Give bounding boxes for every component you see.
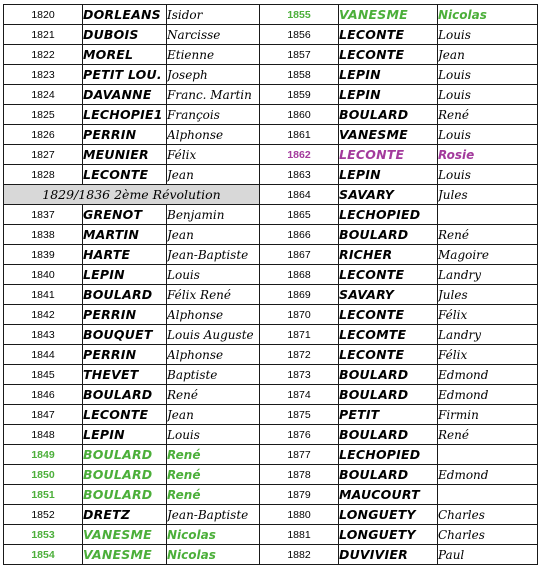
right-year-cell: 1882	[260, 545, 339, 565]
left-year-cell: 1841	[4, 285, 83, 305]
left-firstname-cell: François	[167, 105, 260, 125]
left-surname-cell: MARTIN	[83, 225, 167, 245]
left-firstname-cell: Alphonse	[167, 125, 260, 145]
left-surname-cell: BOULARD	[83, 465, 167, 485]
left-firstname-cell: Nicolas	[167, 545, 260, 565]
table-row	[4, 285, 538, 305]
left-surname-cell: VANESME	[83, 545, 167, 565]
table-row	[4, 245, 538, 265]
table-row	[4, 385, 538, 405]
left-surname-cell: BOULARD	[83, 445, 167, 465]
left-year-cell: 1844	[4, 345, 83, 365]
table-row	[4, 545, 538, 565]
right-surname-cell: LECOMTE	[339, 325, 438, 345]
left-year-cell: 1853	[4, 525, 83, 545]
right-year-cell: 1876	[260, 425, 339, 445]
right-firstname-cell: Louis	[438, 165, 538, 185]
left-year-cell: 1820	[4, 5, 83, 25]
left-firstname-cell: Benjamin	[167, 205, 260, 225]
left-surname-cell: MEUNIER	[83, 145, 167, 165]
right-firstname-cell: Edmond	[438, 465, 538, 485]
left-surname-cell: VANESME	[83, 525, 167, 545]
table-row	[4, 405, 538, 425]
left-year-cell: 1824	[4, 85, 83, 105]
left-firstname-cell: Joseph	[167, 65, 260, 85]
right-year-cell: 1861	[260, 125, 339, 145]
right-year-cell: 1860	[260, 105, 339, 125]
left-surname-cell: DORLEANS	[83, 5, 167, 25]
left-year-cell: 1851	[4, 485, 83, 505]
right-firstname-cell: Louis	[438, 65, 538, 85]
right-surname-cell: VANESME	[339, 5, 438, 25]
right-surname-cell: LECONTE	[339, 265, 438, 285]
table-row	[4, 105, 538, 125]
table-row	[4, 485, 538, 505]
left-surname-cell: PERRIN	[83, 345, 167, 365]
left-firstname-cell: Jean-Baptiste	[167, 245, 260, 265]
table-row	[4, 345, 538, 365]
left-firstname-cell: Jean-Baptiste	[167, 505, 260, 525]
right-year-cell: 1868	[260, 265, 339, 285]
left-surname-cell: PERRIN	[83, 305, 167, 325]
left-firstname-cell: Félix	[167, 145, 260, 165]
left-year-cell: 1845	[4, 365, 83, 385]
right-firstname-cell: Rosie	[438, 145, 538, 165]
left-firstname-cell: Jean	[167, 165, 260, 185]
table-row	[4, 85, 538, 105]
left-surname-cell: BOUQUET	[83, 325, 167, 345]
right-surname-cell: LONGUETY	[339, 505, 438, 525]
right-firstname-cell	[438, 485, 538, 505]
left-year-cell: 1839	[4, 245, 83, 265]
left-surname-cell: PERRIN	[83, 125, 167, 145]
left-surname-cell: GRENOT	[83, 205, 167, 225]
right-surname-cell: LECONTE	[339, 45, 438, 65]
table-row	[4, 65, 538, 85]
right-year-cell: 1871	[260, 325, 339, 345]
right-firstname-cell	[438, 205, 538, 225]
right-surname-cell: LEPIN	[339, 85, 438, 105]
left-surname-cell: BOULARD	[83, 285, 167, 305]
left-year-cell: 1852	[4, 505, 83, 525]
left-firstname-cell: René	[167, 465, 260, 485]
right-firstname-cell: Landry	[438, 265, 538, 285]
right-firstname-cell: Paul	[438, 545, 538, 565]
right-surname-cell: VANESME	[339, 125, 438, 145]
table-row	[4, 25, 538, 45]
right-firstname-cell: Jean	[438, 45, 538, 65]
table-row	[4, 225, 538, 245]
left-firstname-cell: Franc. Martin	[167, 85, 260, 105]
right-year-cell: 1879	[260, 485, 339, 505]
table-row	[4, 205, 538, 225]
right-firstname-cell: René	[438, 425, 538, 445]
left-surname-cell: HARTE	[83, 245, 167, 265]
left-year-cell: 1828	[4, 165, 83, 185]
right-year-cell: 1855	[260, 5, 339, 25]
right-firstname-cell: René	[438, 105, 538, 125]
left-firstname-cell: Louis	[167, 425, 260, 445]
left-surname-cell: LEPIN	[83, 265, 167, 285]
right-surname-cell: SAVARY	[339, 285, 438, 305]
right-firstname-cell: Louis	[438, 85, 538, 105]
table-row	[4, 325, 538, 345]
right-surname-cell: PETIT	[339, 405, 438, 425]
right-surname-cell: BOULARD	[339, 425, 438, 445]
right-surname-cell: BOULARD	[339, 105, 438, 125]
table-row	[4, 125, 538, 145]
right-year-cell: 1875	[260, 405, 339, 425]
left-firstname-cell: Jean	[167, 225, 260, 245]
left-firstname-cell: Louis	[167, 265, 260, 285]
left-surname-cell: DRETZ	[83, 505, 167, 525]
left-firstname-cell: René	[167, 445, 260, 465]
right-surname-cell: RICHER	[339, 245, 438, 265]
table-row	[4, 465, 538, 485]
table-row	[4, 45, 538, 65]
left-firstname-cell: Jean	[167, 405, 260, 425]
left-firstname-cell: Baptiste	[167, 365, 260, 385]
left-year-cell: 1849	[4, 445, 83, 465]
table-row	[4, 185, 538, 205]
right-year-cell: 1866	[260, 225, 339, 245]
right-surname-cell: LECONTE	[339, 145, 438, 165]
left-surname-cell: PETIT LOU.	[83, 65, 167, 85]
right-surname-cell: LEPIN	[339, 165, 438, 185]
right-year-cell: 1867	[260, 245, 339, 265]
table-row	[4, 425, 538, 445]
left-surname-cell: BOULARD	[83, 485, 167, 505]
left-surname-cell: LECONTE	[83, 165, 167, 185]
table-row	[4, 445, 538, 465]
left-year-cell: 1843	[4, 325, 83, 345]
right-firstname-cell: René	[438, 225, 538, 245]
right-year-cell: 1874	[260, 385, 339, 405]
left-firstname-cell: Félix René	[167, 285, 260, 305]
table-row	[4, 5, 538, 25]
left-year-cell: 1823	[4, 65, 83, 85]
left-year-cell: 1847	[4, 405, 83, 425]
right-year-cell: 1872	[260, 345, 339, 365]
left-year-cell: 1826	[4, 125, 83, 145]
right-surname-cell: LECONTE	[339, 25, 438, 45]
right-firstname-cell: Nicolas	[438, 5, 538, 25]
right-year-cell: 1859	[260, 85, 339, 105]
table-row	[4, 145, 538, 165]
right-surname-cell: MAUCOURT	[339, 485, 438, 505]
left-surname-cell: LECHOPIE1	[83, 105, 167, 125]
right-year-cell: 1881	[260, 525, 339, 545]
right-firstname-cell: Edmond	[438, 385, 538, 405]
left-firstname-cell: Louis Auguste	[167, 325, 260, 345]
table-row	[4, 265, 538, 285]
right-firstname-cell: Louis	[438, 125, 538, 145]
left-surname-cell: DAVANNE	[83, 85, 167, 105]
left-year-cell: 1838	[4, 225, 83, 245]
right-firstname-cell: Félix	[438, 305, 538, 325]
left-surname-cell: THEVET	[83, 365, 167, 385]
right-firstname-cell: Magoire	[438, 245, 538, 265]
right-firstname-cell: Félix	[438, 345, 538, 365]
left-year-cell: 1825	[4, 105, 83, 125]
right-surname-cell: LECHOPIED	[339, 445, 438, 465]
left-firstname-cell: Nicolas	[167, 525, 260, 545]
right-surname-cell: SAVARY	[339, 185, 438, 205]
left-firstname-cell: Etienne	[167, 45, 260, 65]
left-year-cell: 1854	[4, 545, 83, 565]
right-year-cell: 1878	[260, 465, 339, 485]
right-firstname-cell: Firmin	[438, 405, 538, 425]
table-row	[4, 305, 538, 325]
right-surname-cell: DUVIVIER	[339, 545, 438, 565]
left-firstname-cell: Alphonse	[167, 345, 260, 365]
right-firstname-cell	[438, 445, 538, 465]
table-row	[4, 165, 538, 185]
right-surname-cell: BOULARD	[339, 365, 438, 385]
left-firstname-cell: Alphonse	[167, 305, 260, 325]
right-year-cell: 1880	[260, 505, 339, 525]
left-year-cell: 1827	[4, 145, 83, 165]
right-year-cell: 1857	[260, 45, 339, 65]
right-surname-cell: BOULARD	[339, 225, 438, 245]
right-year-cell: 1877	[260, 445, 339, 465]
right-year-cell: 1870	[260, 305, 339, 325]
table-row	[4, 505, 538, 525]
left-surname-cell: LEPIN	[83, 425, 167, 445]
right-year-cell: 1856	[260, 25, 339, 45]
right-surname-cell: LECHOPIED	[339, 205, 438, 225]
right-year-cell: 1873	[260, 365, 339, 385]
left-surname-cell: LECONTE	[83, 405, 167, 425]
left-year-cell: 1846	[4, 385, 83, 405]
right-surname-cell: BOULARD	[339, 465, 438, 485]
right-firstname-cell: Landry	[438, 325, 538, 345]
left-year-cell: 1840	[4, 265, 83, 285]
left-year-cell: 1821	[4, 25, 83, 45]
right-year-cell: 1864	[260, 185, 339, 205]
left-year-cell: 1822	[4, 45, 83, 65]
right-surname-cell: BOULARD	[339, 385, 438, 405]
table-body	[4, 5, 538, 565]
right-surname-cell: LECONTE	[339, 305, 438, 325]
left-year-cell: 1842	[4, 305, 83, 325]
table-row	[4, 525, 538, 545]
right-year-cell: 1862	[260, 145, 339, 165]
right-firstname-cell: Edmond	[438, 365, 538, 385]
right-year-cell: 1858	[260, 65, 339, 85]
right-firstname-cell: Jules	[438, 185, 538, 205]
right-year-cell: 1863	[260, 165, 339, 185]
right-firstname-cell: Jules	[438, 285, 538, 305]
right-surname-cell: LEPIN	[339, 65, 438, 85]
left-firstname-cell: René	[167, 485, 260, 505]
left-surname-cell: MOREL	[83, 45, 167, 65]
left-surname-cell: BOULARD	[83, 385, 167, 405]
right-firstname-cell: Louis	[438, 25, 538, 45]
right-firstname-cell: Charles	[438, 525, 538, 545]
left-surname-cell: DUBOIS	[83, 25, 167, 45]
period-gap-label: 1829/1836 2ème Révolution	[4, 185, 260, 205]
right-firstname-cell: Charles	[438, 505, 538, 525]
right-surname-cell: LONGUETY	[339, 525, 438, 545]
mayors-table	[3, 4, 538, 565]
right-year-cell: 1865	[260, 205, 339, 225]
left-year-cell: 1837	[4, 205, 83, 225]
left-year-cell: 1850	[4, 465, 83, 485]
left-firstname-cell: Isidor	[167, 5, 260, 25]
right-surname-cell: LECONTE	[339, 345, 438, 365]
left-firstname-cell: René	[167, 385, 260, 405]
left-year-cell: 1848	[4, 425, 83, 445]
right-year-cell: 1869	[260, 285, 339, 305]
left-firstname-cell: Narcisse	[167, 25, 260, 45]
table-row	[4, 365, 538, 385]
